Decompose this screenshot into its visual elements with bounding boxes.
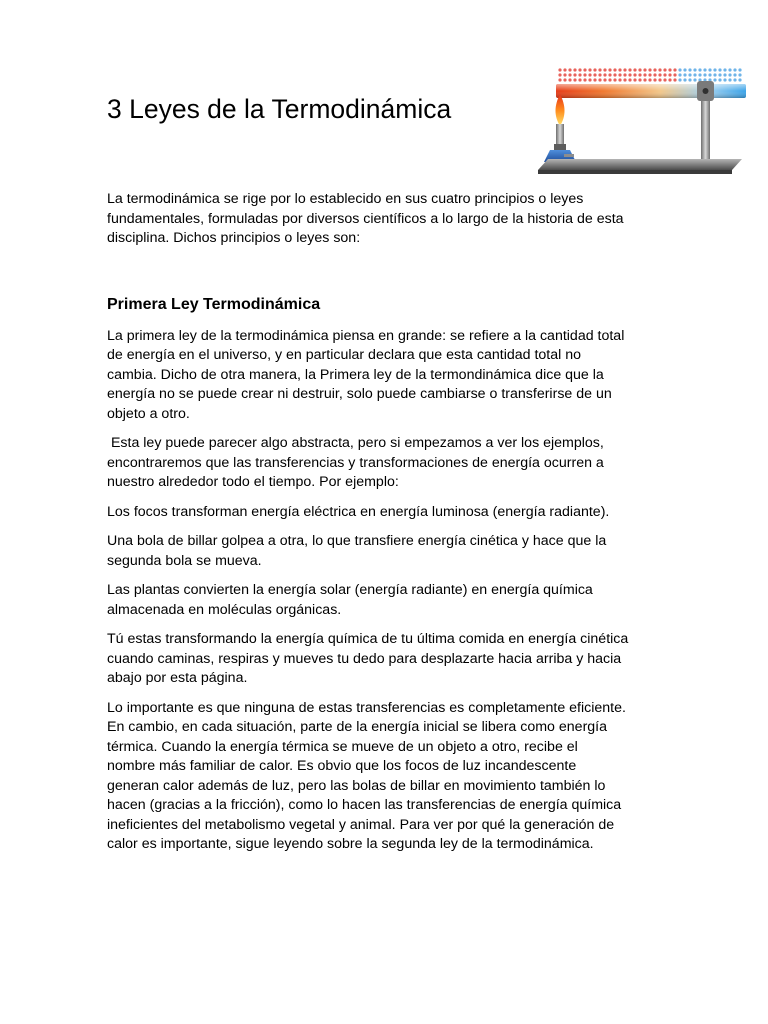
paragraph-example-plants: Las plantas convierten la energía solar (energía radiante) en energía química almacenada en moléculas orgánicas. [107,582,593,618]
paragraph-example-lights: Los focos transforman energía eléctrica en energía luminosa (energía radiante). [107,503,610,520]
heat-dots-hot [558,68,676,81]
paragraph-example-billiards: Una bola de billar golpea a otra, lo que transfiere energía cinética y hace que la segunda bola se mueva. [107,533,607,569]
paragraph-example-food: Tú estas transformando la energía química de tu última comida en energía cinética cuando caminas, respiras y mueves tu dedo para desplazarte hacia arriba y hacia abajo por esta página. [107,631,629,686]
intro-paragraph: La termodinámica se rige por lo establecido en sus cuatro principios o leyes fundamentales, formuladas por diversos científicos a lo largo de la historia de esta disciplina. Dichos principios o leyes son: [107,191,624,246]
bunsen-burner [544,124,576,162]
document-title: 3 Leyes de la Termodinámica [107,94,452,124]
document-body [107,190,667,865]
bunsen-burner-heating-rod-icon [534,66,746,178]
section-heading: Primera Ley Termodinámica [107,295,321,313]
paragraph-heat-conclusion: Lo importante es que ninguna de estas transferencias es completamente eficiente. En cambio, en cada situación, parte de la energía inicial se libera como energía térmica. Cuando la energía térmica se mueve de un objeto a otro, recibe el nombre más familiar de calor. Es obvio que los focos de luz incandescente generan calor además de luz, pero las bolas de billar en movimiento también lo hacen (gracias a la fricción), como lo hacen las transferencias de energía química ineficientes del metabolismo vegetal y animal. Para ver por qué la generación de calor es importante, sigue leyendo sobre la segunda ley de la termodinámica. [107,699,626,852]
stand-post [697,81,714,164]
flame-icon [556,94,565,126]
metal-rod [556,84,746,98]
paragraph-definition: La primera ley de la termodinámica piensa en grande: se refiere a la cantidad total de energía en el universo, y en particular declara que esta cantidad total no cambia. Dicho de otra manera, la Primera ley de la termondinámica dice que la energía no se puede crear ni destruir, solo puede cambiarse o transferirse de un objeto a otro. [107,327,625,422]
heat-dots-cold [678,68,741,81]
paragraph-examples-intro: Esta ley puede parecer algo abstracta, pero si empezamos a ver los ejemplos, encontraremos que las transferencias y transformaciones de energía ocurren a nuestro alrededor todo el tiempo. Por ejemplo: [107,435,604,490]
base-plate [538,159,742,174]
